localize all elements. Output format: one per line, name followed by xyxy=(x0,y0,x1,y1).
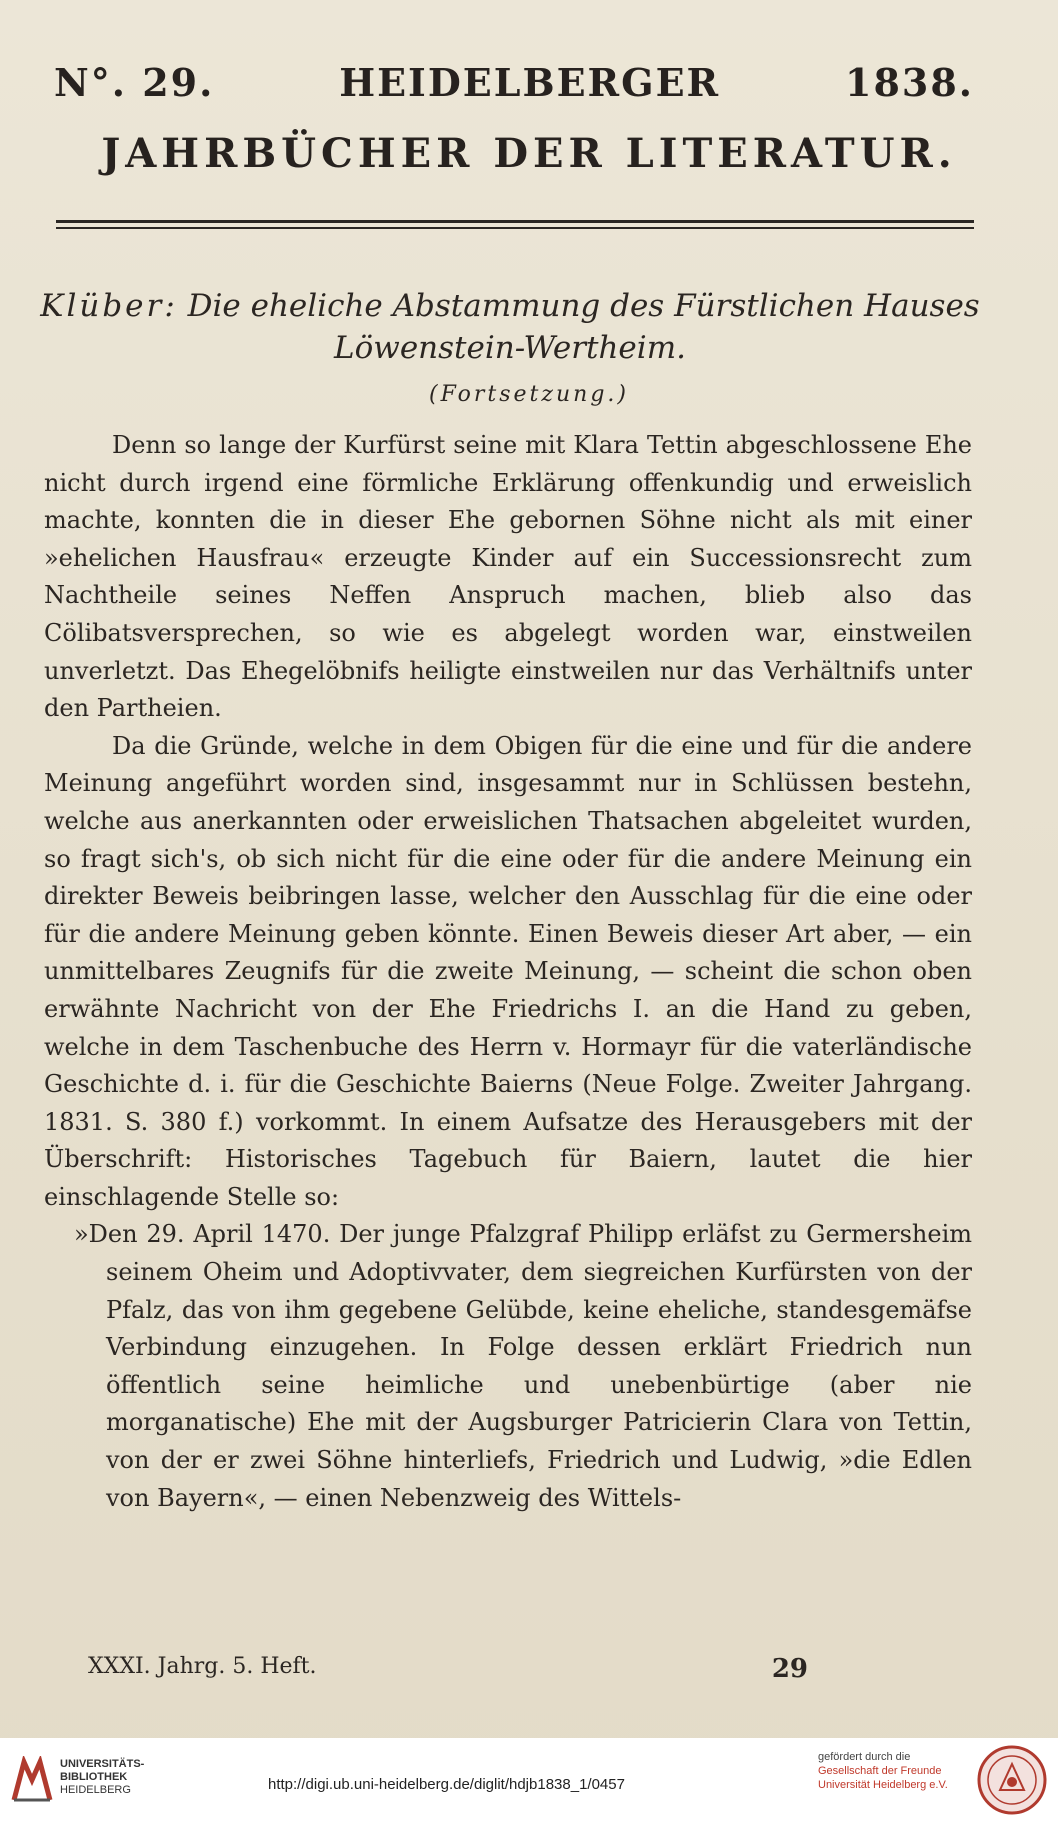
journal-year: 1838. xyxy=(845,60,974,105)
article-title-line1: Die eheliche Abstammung des Fürstlichen Hauses xyxy=(187,288,980,324)
library-name-line2: BIBLIOTHEK xyxy=(60,1771,128,1783)
sponsor-org-line2: Universität Heidelberg e.V. xyxy=(818,1779,948,1791)
page-footer xyxy=(88,1654,808,1684)
issue-number: N°. 29. xyxy=(54,60,215,105)
article-body xyxy=(44,427,972,1517)
volume-info: XXXI. Jahrg. 5. Heft. xyxy=(88,1654,317,1679)
library-name-line1: UNIVERSITÄTS- xyxy=(60,1758,145,1770)
journal-title-line1: HEIDELBERGER xyxy=(339,60,721,105)
library-logo-icon[interactable] xyxy=(10,1756,54,1804)
article-author: Klüber: xyxy=(40,288,178,324)
signature-mark: 29 xyxy=(771,1654,808,1684)
journal-title-line2: JAHRBÜCHER DER LITERATUR. xyxy=(101,130,957,177)
continuation-note: (Fortsetzung.) xyxy=(429,382,629,407)
article-title-line2: Löwenstein-Wertheim. xyxy=(334,330,686,366)
article-title xyxy=(40,285,980,369)
permalink[interactable]: http://digi.ub.uni-heidelberg.de/diglit/hdjb1838_1/0457 xyxy=(268,1776,625,1793)
paragraph-2: Da die Gründe, welche in dem Obigen für die eine und für die andere Meinung angeführt worden sind, insgesammt nur in Schlüssen bestehn, welche aus anerkannten oder erweislichen Thatsachen abgeleitet wurden, so fragt sich's, ob sich nicht für die eine oder für die andere Meinung ein direkter Beweis beibringen lasse, welcher den Ausschlag für die eine oder für die andere Meinung geben könnte. Einen Beweis dieser Art aber, — ein unmittelbares Zeugnifs für die zweite Meinung, — scheint die schon oben erwähnte Nachricht von der Ehe Friedrichs I. an die Hand zu geben, welche in dem Taschenbuche des Herrn v. Hormayr für die vaterländische Geschichte d. i. für die Geschichte Baierns (Neue Folge. Zweiter Jahrgang. 1831. S. 380 f.) vorkommt. In einem Aufsatze des Herausgebers mit der Überschrift: Historisches Tagebuch für Baiern, lautet die hier einschlagende Stelle so: xyxy=(44,731,972,1211)
library-name[interactable] xyxy=(60,1758,144,1797)
digitization-bar xyxy=(0,1738,1058,1824)
library-name-line3: HEIDELBERG xyxy=(60,1784,131,1796)
paragraph-1: Denn so lange der Kurfürst seine mit Klara Tettin abgeschlossene Ehe nicht durch irgend eine förmliche Erklärung offenkundig und erweislich machte, konnten die in dieser Ehe gebornen Söhne nicht als mit einer »ehelichen Hausfrau« erzeugte Kinder auf ein Successionsrecht zum Nachtheile seines Neffen Anspruch machen, blieb also das Cölibatsversprechen, so wie es abgelegt worden war, einstweilen unverletzt. Das Ehegelöbnifs heiligte einstweilen nur das Verhältnifs unter den Partheien. xyxy=(44,431,972,723)
sponsor-org-line1: Gesellschaft der Freunde xyxy=(818,1765,942,1777)
sponsor-label: gefördert durch die xyxy=(818,1751,911,1763)
university-seal-icon[interactable] xyxy=(976,1744,1048,1816)
header-rule-top xyxy=(56,220,974,223)
journal-header xyxy=(54,60,974,105)
quoted-paragraph: »Den 29. April 1470. Der junge Pfalzgraf Philipp erläfst zu Germersheim seinem Oheim und Adoptivvater, dem siegreichen Kurfürsten von der Pfalz, das von ihm gegebene Gelübde, keine eheliche, standesgemäfse Verbindung einzugehen. In Folge dessen erklärt Friedrich nun öffentlich seine heimliche und unebenbürtige (aber nie morganatische) Ehe mit der Augsburger Patricierin Clara von Tettin, von der er zwei Söhne hinterliefs, Friedrich und Ludwig, »die Edlen von Bayern«, — einen Nebenzweig des Wittels- xyxy=(74,1220,972,1512)
sponsor-credit xyxy=(818,1750,968,1792)
header-rule-bottom xyxy=(56,227,974,229)
